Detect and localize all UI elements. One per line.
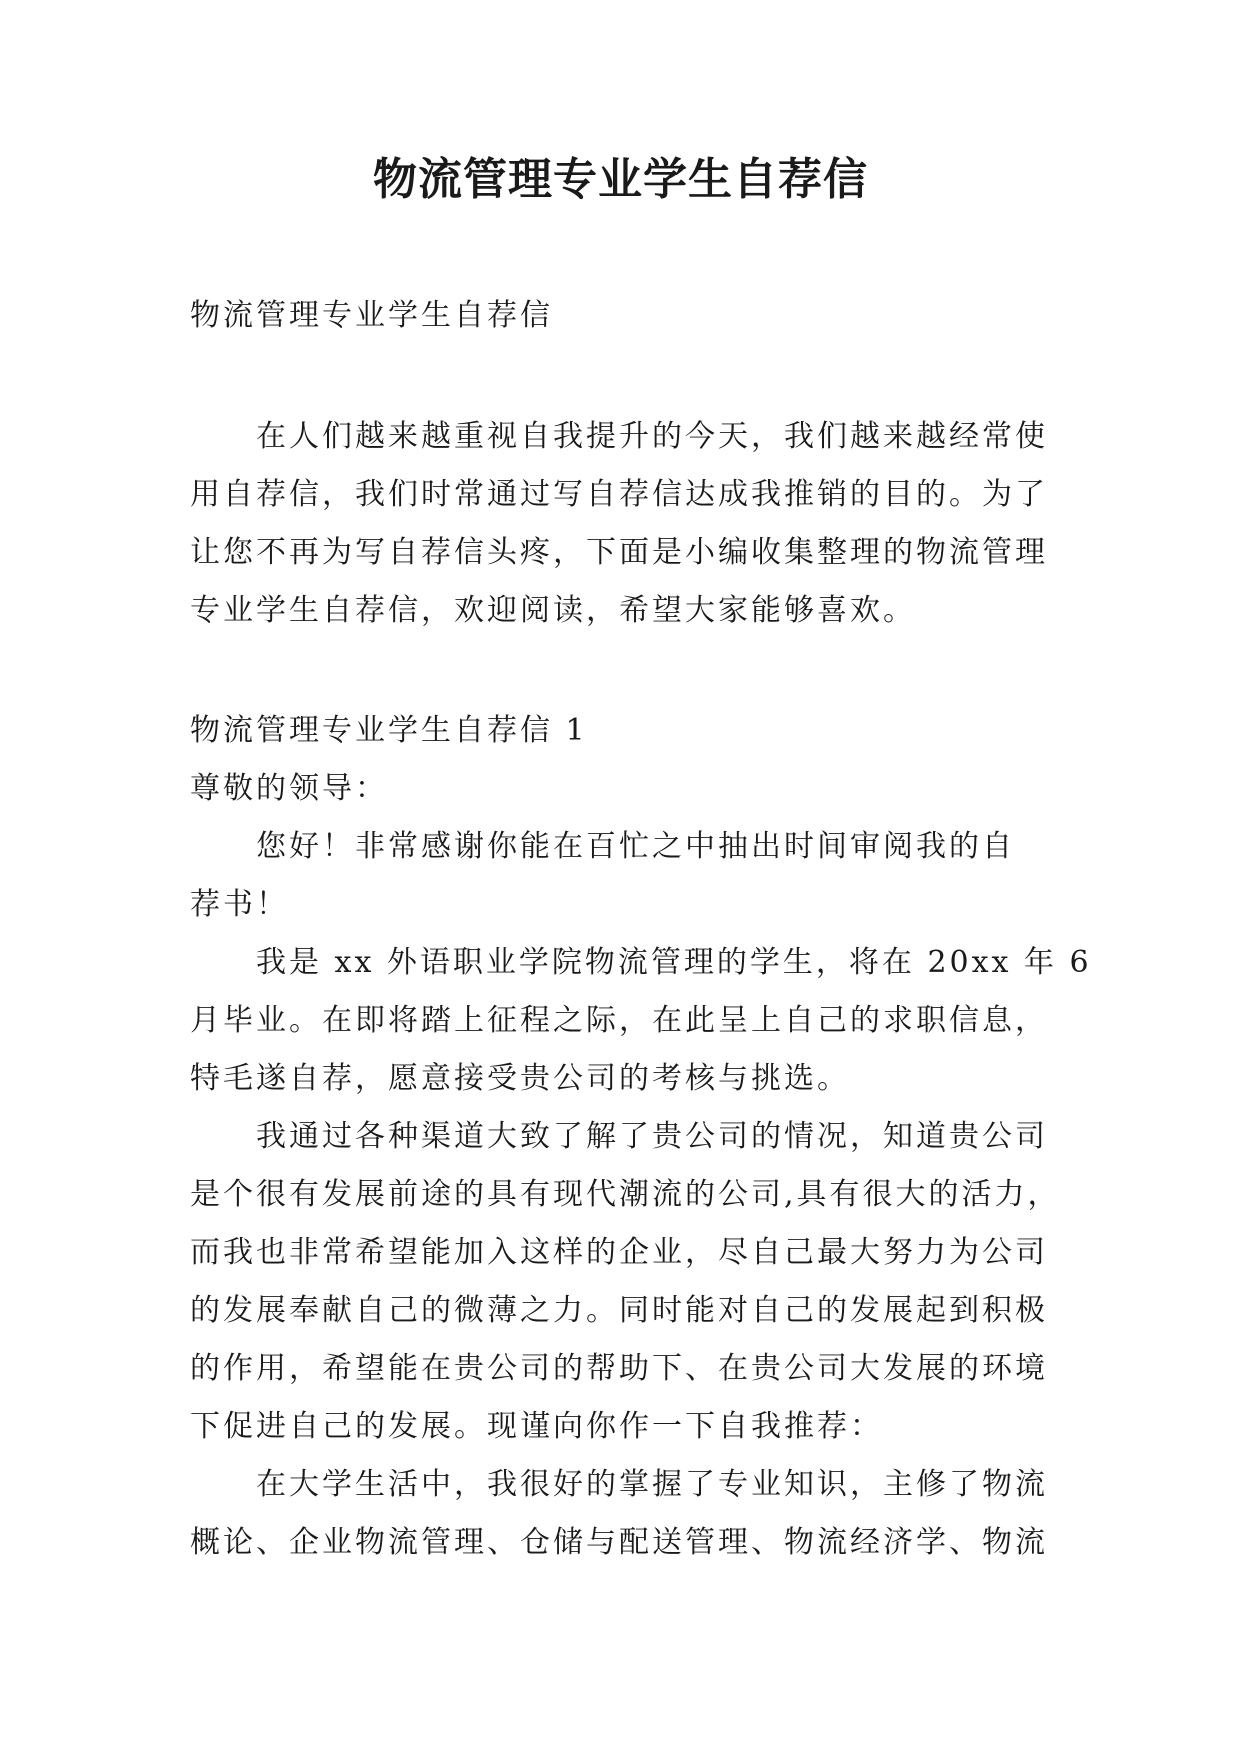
letter-line: 特毛遂自荐，愿意接受贵公司的考核与挑选。 <box>190 1061 850 1096</box>
intro-line: 让您不再为写自荐信头疼，下面是小编收集整理的物流管理 <box>190 535 1048 570</box>
letter-line: 在大学生活中，我很好的掌握了专业知识，主修了物流 <box>256 1467 1048 1502</box>
letter-line: 是个很有发展前途的具有现代潮流的公司,具有很大的活力， <box>190 1177 1061 1212</box>
letter-line: 月毕业。在即将踏上征程之际，在此呈上自己的求职信息， <box>190 1003 1048 1038</box>
intro-paragraph <box>190 408 1060 640</box>
intro-line: 专业学生自荐信，欢迎阅读，希望大家能够喜欢。 <box>190 593 916 628</box>
document-subtitle: 物流管理专业学生自荐信 <box>190 298 553 333</box>
letter-salutation: 尊敬的领导： <box>190 771 388 806</box>
letter-line: 我通过各种渠道大致了解了贵公司的情况，知道贵公司 <box>256 1119 1048 1154</box>
letter-line: 的作用，希望能在贵公司的帮助下、在贵公司大发展的环境 <box>190 1351 1048 1386</box>
letter-line: 概论、企业物流管理、仓储与配送管理、物流经济学、物流 <box>190 1525 1048 1560</box>
letter-line: 荐书！ <box>190 887 289 922</box>
document-title: 物流管理专业学生自荐信 <box>373 154 868 205</box>
letter-line: 而我也非常希望能加入这样的企业，尽自己最大努力为公司 <box>190 1235 1048 1270</box>
letter-line: 下促进自己的发展。现谨向你作一下自我推荐： <box>190 1409 883 1444</box>
letter-line: 我是 xx 外语职业学院物流管理的学生，将在 20xx 年 6 <box>256 945 1092 980</box>
letter-body <box>190 702 1092 1572</box>
intro-line: 用自荐信，我们时常通过写自荐信达成我推销的目的。为了 <box>190 477 1048 512</box>
letter-line: 您好！非常感谢你能在百忙之中抽出时间审阅我的自 <box>256 829 1015 864</box>
letter-heading: 物流管理专业学生自荐信 1 <box>190 713 588 748</box>
intro-line: 在人们越来越重视自我提升的今天，我们越来越经常使 <box>256 419 1048 454</box>
letter-line: 的发展奉献自己的微薄之力。同时能对自己的发展起到积极 <box>190 1293 1048 1328</box>
